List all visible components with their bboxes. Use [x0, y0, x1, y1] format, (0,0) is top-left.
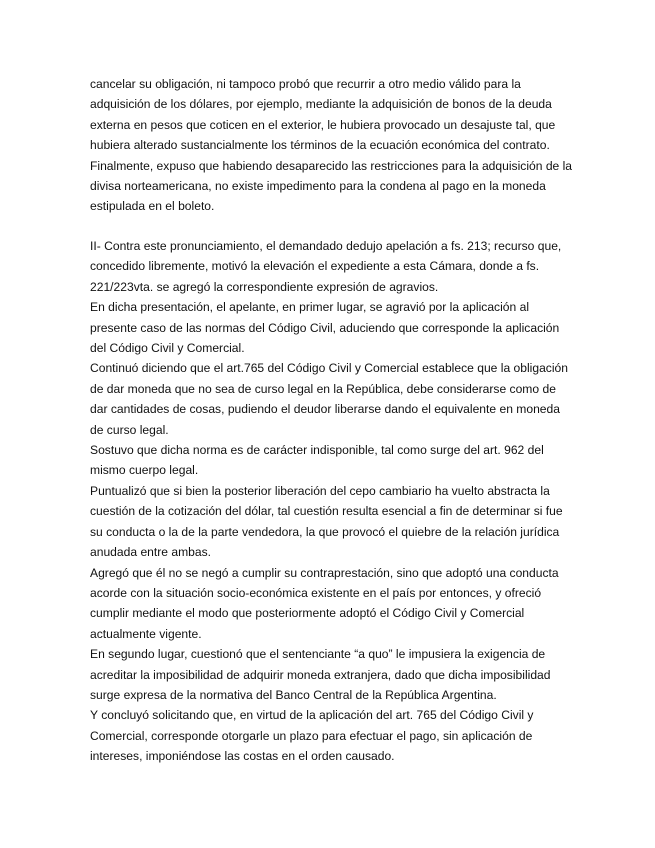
- text-line: Sostuvo que dicha norma es de carácter indisponible, tal como surge del art. 962 del: [90, 443, 544, 458]
- text-line: externa en pesos que coticen en el exterior, le hubiera provocado un desajuste tal, que: [90, 117, 556, 132]
- text-line: mismo cuerpo legal.: [90, 463, 199, 478]
- text-line: surge expresa de la normativa del Banco Central de la República Argentina.: [90, 687, 497, 702]
- text-line: dar cantidades de cosas, pudiendo el deudor liberarse dando el equivalente en moneda: [90, 402, 560, 417]
- text-line: 221/223vta. se agregó la correspondiente expresión de agravios.: [90, 279, 439, 294]
- text-line: del Código Civil y Comercial.: [90, 341, 245, 356]
- text-line: En dicha presentación, el apelante, en primer lugar, se agravió por la aplicación al: [90, 300, 530, 315]
- text-line: de curso legal.: [90, 422, 169, 437]
- text-line: concedido libremente, motivó la elevación el expediente a esta Cámara, donde a fs.: [90, 259, 540, 274]
- text-line: Comercial, corresponde otorgarle un plazo para efectuar el pago, sin aplicación de: [90, 728, 533, 743]
- text-line: II- Contra este pronunciamiento, el demandado dedujo apelación a fs. 213; recurso que,: [90, 239, 562, 253]
- text-line: cuestión de la cotización del dólar, tal cuestión resulta esencial a fin de determinar si fue: [90, 504, 563, 519]
- text-line: Continuó diciendo que el art.765 del Código Civil y Comercial establece que la obligación: [90, 361, 568, 376]
- text-line: acorde con la situación socio-económica existente en el país por entonces, y ofreció: [90, 585, 542, 600]
- text-line: Agregó que él no se negó a cumplir su contraprestación, sino que adoptó una conducta: [90, 565, 559, 580]
- paragraph-1: [90, 74, 590, 217]
- text-line: estipulada en el boleto.: [90, 199, 215, 214]
- text-line: presente caso de las normas del Código Civil, aduciendo que corresponde la aplicación: [90, 320, 560, 335]
- text-line: Y concluyó solicitando que, en virtud de la aplicación del art. 765 del Código Civil y: [90, 708, 534, 723]
- paragraph-2: [90, 236, 590, 767]
- text-line: En segundo lugar, cuestionó que el sentenciante “a quo” le impusiera la exigencia de: [90, 647, 546, 662]
- text-line: cancelar su obligación, ni tampoco probó que recurrir a otro medio válido para la: [90, 77, 521, 91]
- text-line: su conducta o la de la parte vendedora, la que provocó el quiebre de la relación jurídica: [90, 524, 560, 539]
- text-line: divisa norteamericana, no existe impedimento para la condena al pago en la moneda: [90, 179, 546, 194]
- text-line: cumplir mediante el modo que posteriormente adoptó el Código Civil y Comercial: [90, 606, 525, 621]
- text-line: Finalmente, expuso que habiendo desaparecido las restricciones para la adquisición de la: [90, 158, 573, 173]
- text-line: intereses, imponiéndose las costas en el orden causado.: [90, 749, 395, 764]
- text-line: anudada entre ambas.: [90, 545, 212, 560]
- text-line: adquisición de los dólares, por ejemplo, mediante la adquisición de bonos de la deuda: [90, 97, 552, 112]
- text-line: de dar moneda que no sea de curso legal en la República, debe considerarse como de: [90, 381, 556, 396]
- text-line: acreditar la imposibilidad de adquirir moneda extranjera, dado que dicha imposibilidad: [90, 667, 551, 682]
- text-line: hubiera alterado sustancialmente los términos de la ecuación económica del contrato.: [90, 138, 550, 153]
- text-line: actualmente vigente.: [90, 626, 202, 641]
- text-line: Puntualizó que si bien la posterior liberación del cepo cambiario ha vuelto abstracta la: [90, 483, 550, 498]
